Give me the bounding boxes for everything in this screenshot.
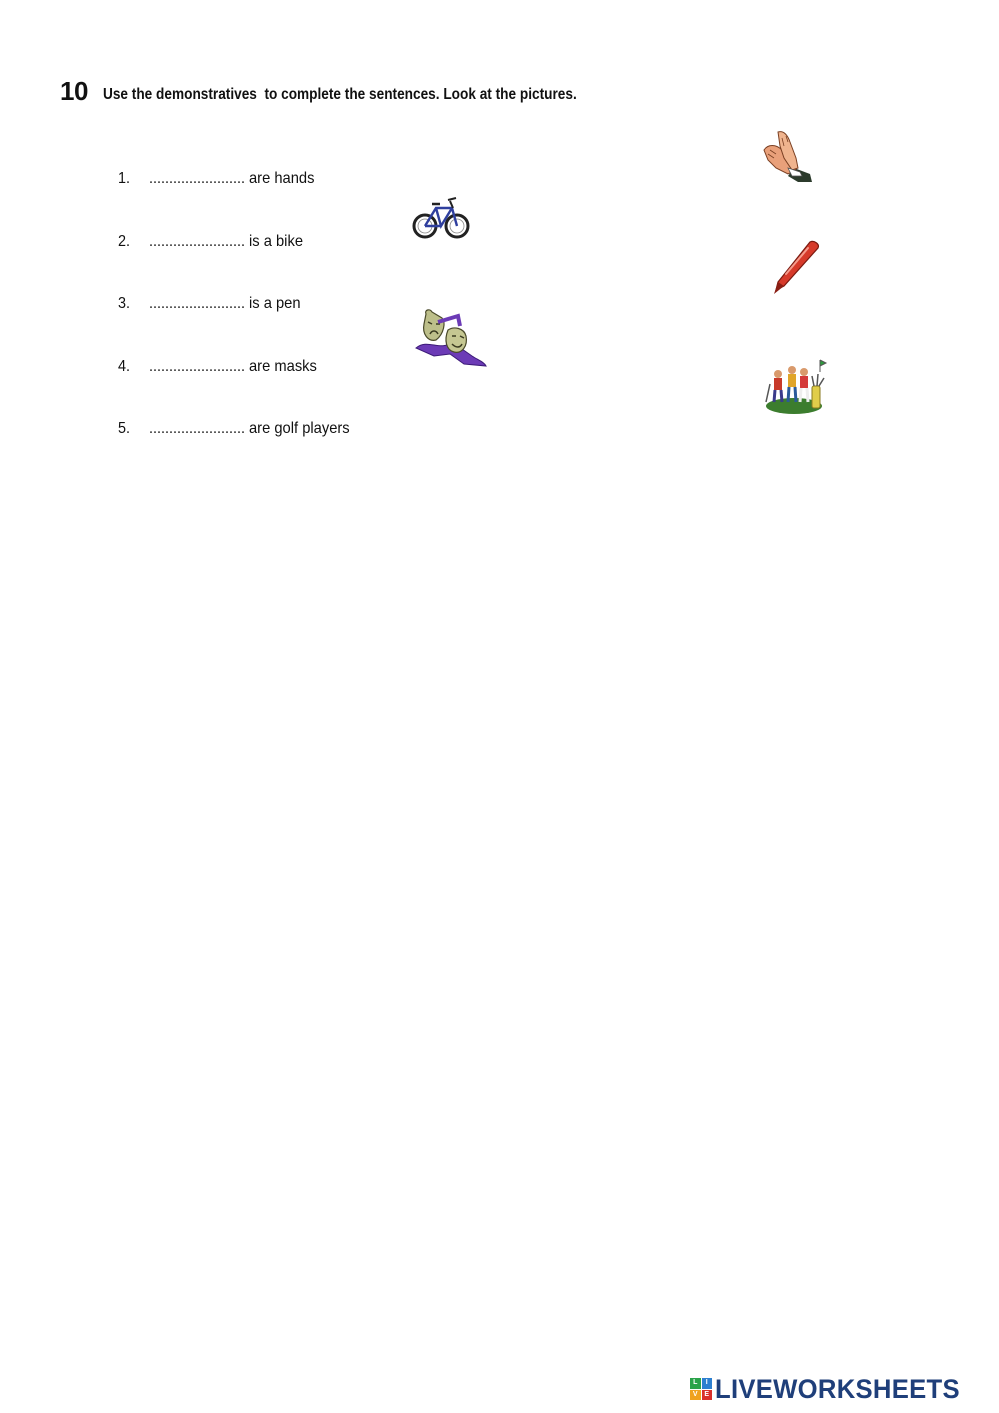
logo-tile: I	[702, 1378, 713, 1389]
exercise-instruction: Use the demonstratives to complete the sentences. Look at the pictures.	[103, 86, 577, 103]
list-item	[100, 277, 305, 331]
answer-blank[interactable]: ........................	[148, 420, 245, 437]
item-text: are hands	[248, 170, 315, 187]
item-number: 1.	[117, 170, 130, 187]
logo-tile: E	[702, 1390, 713, 1401]
item-text: is a pen	[248, 295, 301, 312]
item-text: are golf players	[248, 420, 350, 437]
item-number: 4.	[117, 358, 130, 375]
logo-tile: L	[690, 1378, 701, 1389]
answer-blank[interactable]: ........................	[148, 358, 245, 375]
answer-blank[interactable]: ........................	[148, 170, 245, 187]
item-text: is a bike	[248, 233, 303, 250]
answer-blank[interactable]: ........................	[148, 295, 245, 312]
exercise-number: 10	[60, 76, 88, 106]
item-number: 2.	[117, 233, 130, 250]
logo-tiles	[690, 1378, 712, 1400]
item-number: 3.	[117, 295, 130, 312]
bicycle-icon	[412, 192, 470, 242]
theater-masks-icon	[414, 308, 488, 368]
item-number: 5.	[117, 420, 130, 437]
item-text: are masks	[248, 358, 317, 375]
golf-players-icon	[764, 356, 834, 416]
list-item	[100, 152, 320, 206]
logo-text: LIVEWORKSHEETS	[715, 1373, 960, 1404]
list-item	[100, 402, 358, 456]
liveworksheets-logo	[690, 1372, 973, 1406]
answer-blank[interactable]: ........................	[148, 233, 245, 250]
pen-icon	[770, 238, 822, 296]
list-item	[100, 340, 323, 394]
list-item	[100, 215, 308, 269]
hands-clapping-icon	[758, 128, 818, 184]
logo-tile: V	[690, 1390, 701, 1401]
